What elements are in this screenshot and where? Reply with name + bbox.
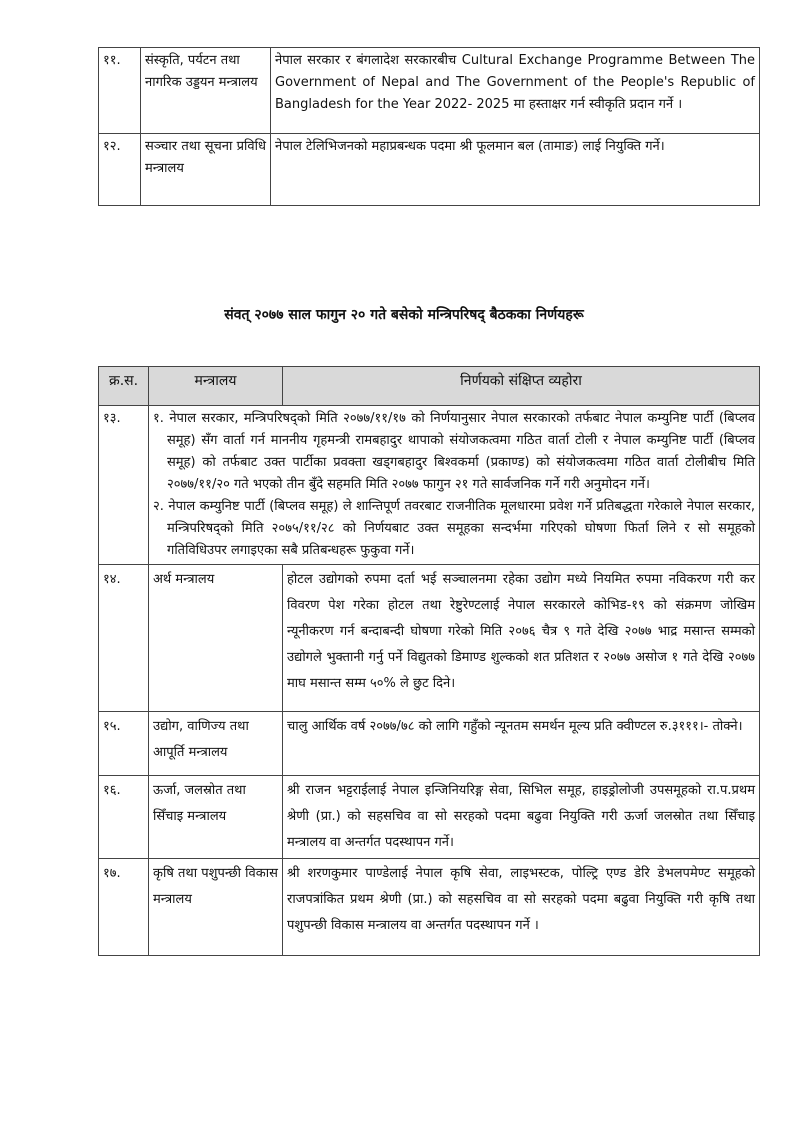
decision-cell: नेपाल टेलिभिजनको महाप्रबन्धक पदमा श्री फूलमान बल (तामाङ) लाई नियुक्ति गर्ने।	[271, 134, 760, 206]
serial-number: १५.	[99, 712, 149, 776]
table-row	[99, 406, 760, 565]
decision-item: १. नेपाल सरकार, मन्त्रिपरिषद्को मिति २०७७/११/१७ को निर्णयानुसार नेपाल सरकारको तर्फबाट नेपाल कम्युनिष्ट पार्टी (बिप्लव समूह) सँग वार्ता गर्न माननीय गृहमन्त्री रामबहादुर थापाको संयोजकत्वमा गठित वार्ता टोली र नेपाल कम्युनिष्ट पार्टी (बिप्लव समूह) को तर्फबाट उक्त पार्टीका प्रवक्ता खड्गबहादुर बिश्वकर्मा (प्रकाण्ड) को संयोजकत्वमा गठित वार्ता टोलीबीच मिति २०७७/११/२० गते भएको तीन बुँदे सहमति मिति २०७७ फागुन २१ गते सार्वजनिक गर्ने गरी अनुमोदन गर्ने।	[153, 411, 755, 492]
decision-cell	[149, 406, 760, 565]
header-ministry: मन्त्रालय	[149, 367, 283, 406]
ministry-cell: ऊर्जा, जलस्रोत तथा सिँचाइ मन्त्रालय	[149, 776, 283, 859]
header-decision: निर्णयको संक्षिप्त व्यहोरा	[283, 367, 760, 406]
table-row	[99, 712, 760, 776]
serial-number: ११.	[99, 48, 141, 134]
table-row	[99, 859, 760, 956]
serial-number: १२.	[99, 134, 141, 206]
serial-number: १४.	[99, 565, 149, 712]
table-row	[99, 48, 760, 134]
ministry-cell: संस्कृति, पर्यटन तथा नागरिक उड्डयन मन्त्रालय	[141, 48, 271, 134]
ministry-cell: कृषि तथा पशुपन्छी विकास मन्त्रालय	[149, 859, 283, 956]
serial-number: १६.	[99, 776, 149, 859]
serial-number: १३.	[99, 406, 149, 565]
ministry-cell: सञ्चार तथा सूचना प्रविधि मन्त्रालय	[141, 134, 271, 206]
cabinet-decisions-table	[98, 366, 760, 956]
table-row	[99, 776, 760, 859]
header-serial: क्र.स.	[99, 367, 149, 406]
decision-item: २. नेपाल कम्युनिष्ट पार्टी (बिप्लव समूह) ले शान्तिपूर्ण तवरबाट राजनीतिक मूलधारमा प्रवेश गर्ने प्रतिबद्धता गरेकाले नेपाल सरकार, मन्त्रिपरिषद्को मिति २०७५/११/२८ को निर्णयबाट उक्त समूहका सन्दर्भमा गरिएको घोषणा फिर्ता लिने र सो समूहको गतिविधिउपर लगाइएका सबै प्रतिबन्धहरू फुकुवा गर्ने।	[153, 499, 755, 558]
table-header-row	[99, 367, 760, 406]
decision-cell: श्री राजन भट्टराईलाई नेपाल इन्जिनियरिङ्ग सेवा, सिभिल समूह, हाइड्रोलोजी उपसमूहको रा.प.प्रथम श्रेणी (प्रा.) को सहसचिव वा सो सरहको पदमा बढुवा नियुक्ति गरी ऊर्जा जलस्रोत तथा सिँचाइ मन्त्रालय वा अन्तर्गत पदस्थापन गर्ने।	[283, 776, 760, 859]
decision-cell: चालु आर्थिक वर्ष २०७७/७८ को लागि गहुँको न्यूनतम समर्थन मूल्य प्रति क्वीण्टल रु.३१११।- तोक्ने।	[283, 712, 760, 776]
serial-number: १७.	[99, 859, 149, 956]
decision-cell: होटल उद्योगको रुपमा दर्ता भई सञ्चालनमा रहेका उद्योग मध्ये नियमित रुपमा नविकरण गरी कर विवरण पेश गरेका होटल तथा रेष्टुरेण्टलाई नेपाल सरकारले कोभिड-१९ को संक्रमण जोखिम न्यूनीकरण गर्न बन्दाबन्दी घोषणा गरेको मिति २०७६ चैत्र ९ गते देखि २०७७ भाद्र मसान्त सम्मको उद्योगले भुक्तानी गर्नु पर्ने विद्युतको डिमाण्ड शुल्कको शत प्रतिशत र २०७७ असोज १ गते देखि २०७७ माघ मसान्त सम्म ५०% ले छुट दिने।	[283, 565, 760, 712]
ministry-cell: अर्थ मन्त्रालय	[149, 565, 283, 712]
table-row	[99, 565, 760, 712]
decision-cell: श्री शरणकुमार पाण्डेलाई नेपाल कृषि सेवा, लाइभस्टक, पोल्ट्रि एण्ड डेरि डेभलपमेण्ट समूहको राजपत्रांकित प्रथम श्रेणी (प्रा.) को सहसचिव वा सो सरहको पदमा बढुवा नियुक्ति गरी कृषि तथा पशुपन्छी विकास मन्त्रालय वा अन्तर्गत पदस्थापन गर्ने ।	[283, 859, 760, 956]
ministry-cell: उद्योग, वाणिज्य तथा आपूर्ति मन्त्रालय	[149, 712, 283, 776]
section-heading: संवत् २०७७ साल फागुन २० गते बसेको मन्त्रिपरिषद् बैठकका निर्णयहरू	[224, 307, 584, 323]
decision-cell: नेपाल सरकार र बंगलादेश सरकारबीच Cultural Exchange Programme Between The Government of Nepal and The Government of the People's Republic of Bangladesh for the Year 2022- 2025 मा हस्ताक्षर गर्न स्वीकृति प्रदान गर्ने ।	[271, 48, 760, 134]
table-row	[99, 134, 760, 206]
previous-decisions-table	[98, 47, 760, 206]
